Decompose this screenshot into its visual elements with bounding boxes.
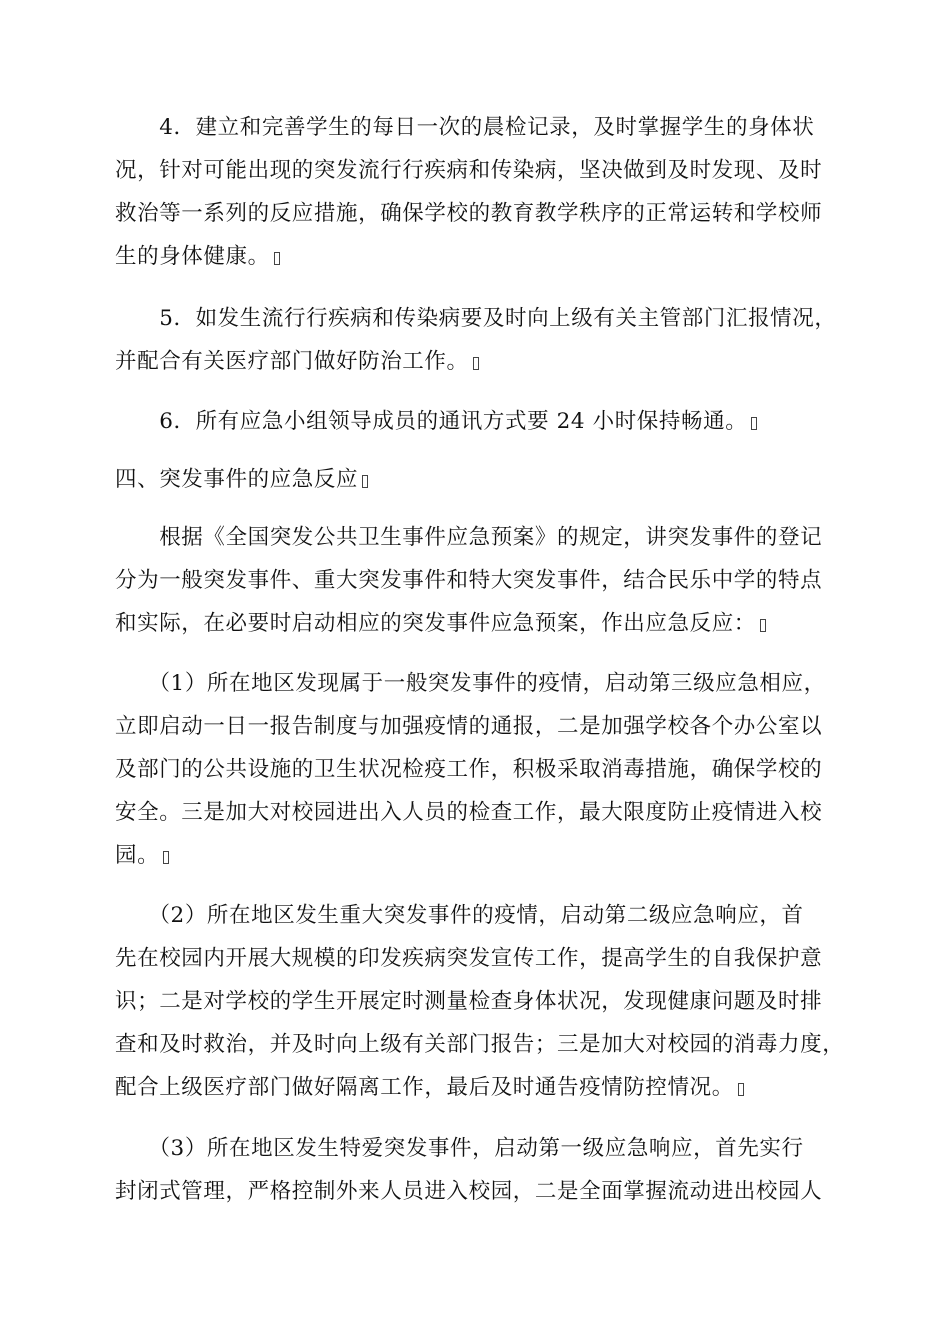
section-heading-text: 四、突发事件的应急反应 [115,467,359,492]
paragraph-mark-icon [473,357,479,370]
paragraph-mark-icon [738,1083,744,1096]
text-line: 根据《全国突发公共卫生事件应急预案》的规定，讲突发事件的登记 [115,525,823,550]
text-line-content: 配合上级医疗部门做好隔离工作，最后及时通告疫情防控情况。 [115,1075,734,1100]
paragraph-mark-icon [274,252,280,265]
paragraph-mark-icon [163,851,169,864]
text-line: （1）所在地区发现属于一般突发事件的疫情，启动第三级应急相应， [115,671,826,696]
text-line [115,243,280,271]
text-line [115,1074,744,1102]
text-line: 况，针对可能出现的突发流行行疾病和传染病，坚决做到及时发现、及时 [115,158,823,183]
text-line-content: 生的身体健康。 [115,244,270,269]
paragraph-mark-icon [751,417,757,430]
text-line-content: 6．所有应急小组领导成员的通讯方式要 24 小时保持畅通。 [115,409,748,434]
text-line: （2）所在地区发生重大突发事件的疫情，启动第二级应急响应，首 [115,903,804,928]
paragraph-mark-icon [760,619,766,632]
text-line: 查和及时救治，并及时向上级有关部门报告；三是加大对校园的消毒力度， [115,1032,845,1057]
section-heading [115,466,368,494]
text-line [115,348,479,376]
text-line: 救治等一系列的反应措施，确保学校的教育教学秩序的正常运转和学校师 [115,201,823,226]
text-line: 封闭式管理，严格控制外来人员进入校园，二是全面掌握流动进出校园人 [115,1179,823,1204]
text-line: 立即启动一日一报告制度与加强疫情的通报，二是加强学校各个办公室以 [115,714,823,739]
text-line-content: 并配合有关医疗部门做好防治工作。 [115,349,469,374]
text-line [115,408,757,436]
text-line: 安全。三是加大对校园进出入人员的检查工作，最大限度防止疫情进入校 [115,800,823,825]
text-line: 4．建立和完善学生的每日一次的晨检记录，及时掌握学生的身体状 [115,115,815,140]
text-line-content: 园。 [115,843,160,868]
paragraph-mark-icon [362,475,368,488]
text-line-content: 和实际，在必要时启动相应的突发事件应急预案，作出应急反应： [115,611,756,636]
text-line: 先在校园内开展大规模的印发疾病突发宣传工作，提高学生的自我保护意 [115,946,823,971]
text-line [115,842,169,870]
text-line: 及部门的公共设施的卫生状况检疫工作，积极采取消毒措施，确保学校的 [115,757,823,782]
text-line: 5．如发生流行行疾病和传染病要及时向上级有关主管部门汇报情况， [115,306,837,331]
text-line [115,610,766,638]
text-line: （3）所在地区发生特爱突发事件，启动第一级应急响应，首先实行 [115,1136,804,1161]
text-line: 识；二是对学校的学生开展定时测量检查身体状况，发现健康问题及时排 [115,989,823,1014]
text-line: 分为一般突发事件、重大突发事件和特大突发事件，结合民乐中学的特点 [115,568,823,593]
